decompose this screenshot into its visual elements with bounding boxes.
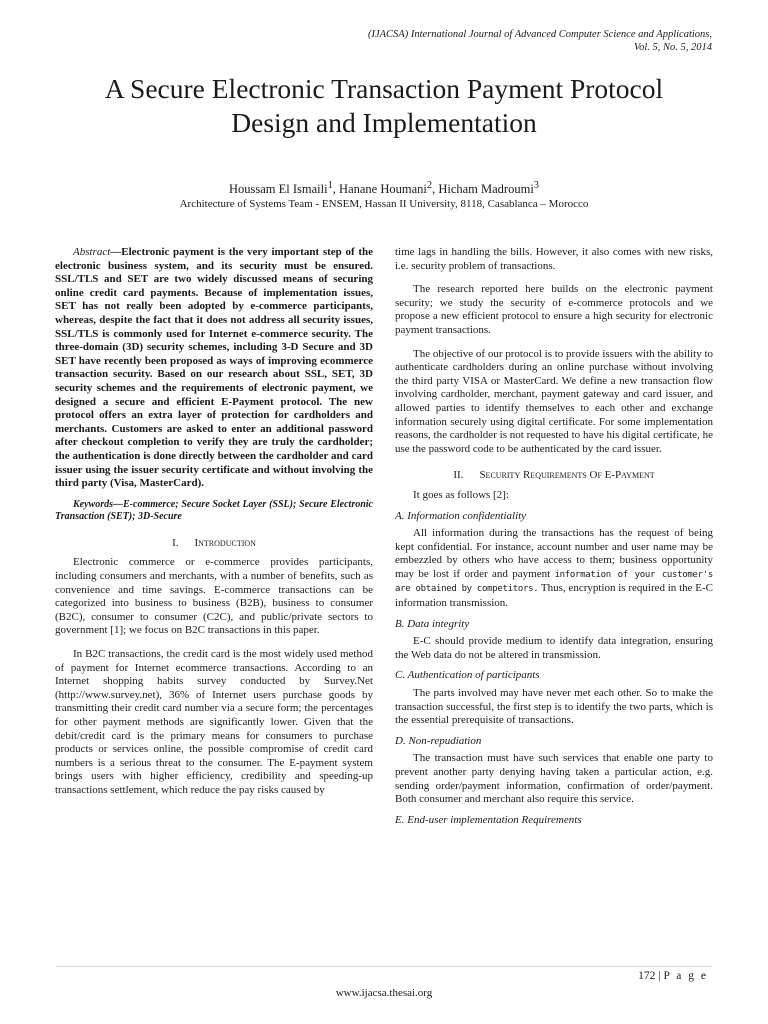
- author-separator: ,: [432, 182, 439, 197]
- author-2-affiliation-mark: 2: [426, 180, 433, 191]
- right-column: [395, 246, 713, 831]
- author-3-affiliation-mark: 3: [533, 180, 539, 191]
- subsection-heading-end-user-requirements: E. End-user implementation Requirements: [395, 813, 582, 826]
- non-repudiation-paragraph: The transaction must have such services that enable one party to prevent another party denying having taken a particular action, e.g. sending order/payment information, confirmation of order/payment. Both consumer and merchant also require this service.: [395, 752, 713, 806]
- section-intro: It goes as follows [2]:: [413, 488, 509, 501]
- author-1: Houssam El Ismaili: [228, 182, 328, 197]
- confidentiality-text-b: Thus, encryption is required in the E-C information transmission.: [395, 582, 713, 610]
- data-integrity-paragraph: E-C should provide medium to identify data integration, ensuring the Web data do not be altered in transmission.: [395, 635, 713, 661]
- journal-header: [368, 28, 712, 54]
- left-column: [55, 246, 373, 798]
- section-heading-introduction: [55, 537, 373, 551]
- intro-paragraph-2: In B2C transactions, the credit card is the most widely used method of payment for Internet ecommerce transactions. According to an Internet shopping habits survey conducted by Survey.Net (http://www.survey.net), 36% of Internet users purchase goods by transmitting their credit card number via a secure form; the percentages for other payment methods are significantly lower. Given that the debit/credit card is the primary means for consumers to purchase products or services online, the possible compromise of credit card numbers is a serious threat to the consumer. The E-payment system brings users with higher efficiency, credibility and speeding-up transactions settlement, which reduce the pay risks caused by: [55, 648, 373, 796]
- section-title: Introduction: [194, 536, 256, 549]
- abstract: [55, 246, 373, 491]
- intro-paragraph-1: Electronic commerce or e-commerce provides participants, including consumers and merchants, with a number of benefits, such as convenience and time savings. E-commerce transactions can be categorized into business to business (B2B), business to consumer (B2C), consumer to consumer (C2C), and public/private sectors to government [1]; we focus on B2C transactions in this paper.: [55, 556, 373, 637]
- footer-url: www.ijacsa.thesai.org: [335, 987, 433, 999]
- title-line-1: A Secure Electronic Transaction Payment Protocol: [104, 73, 664, 104]
- paper-title: [40, 72, 728, 140]
- journal-name: (IJACSA) International Journal of Advanced Computer Science and Applications,: [367, 29, 712, 40]
- intro-paragraph-2-continued: time lags in handling the bills. However, it also comes with new risks, i.e. security problem of transactions.: [395, 246, 713, 272]
- footer-divider: [56, 966, 712, 967]
- page-label: P a g e: [663, 970, 708, 982]
- subsection-heading-authentication: C. Authentication of participants: [395, 669, 540, 682]
- keywords: Keywords—E-commerce; Secure Socket Layer (SSL); Secure Electronic Transaction (SET); 3D-Secure: [55, 498, 373, 523]
- page-number-separator: |: [655, 970, 664, 982]
- subsection-heading-non-repudiation: D. Non-repudiation: [395, 734, 482, 747]
- abstract-label: Abstract: [73, 246, 111, 258]
- affiliation: Architecture of Systems Team - ENSEM, Hassan II University, 8118, Casablanca – Morocco: [179, 198, 589, 210]
- subsection-heading-confidentiality: A. Information confidentiality: [395, 509, 527, 522]
- journal-volume: Vol. 5, No. 5, 2014: [633, 42, 712, 53]
- abstract-text: —Electronic payment is the very important step of the electronic business system, and its security must be ensured. SSL/TLS and SET are two widely discussed means of securing online credit card payments. Because of implementation issues, SET has not really been adopted by e-commerce participants, whereas, despite the fact that it does not address all security issues, SSL/TLS is commonly used for Internet e-commerce security. The three-domain (3D) security schemes, including 3-D Secure and 3D SET have recently been proposed as ways of improving ecommerce transaction security. Based on our research about SSL, SET, 3D security schemes and the requirements of electronic payment, we designed a secure and efficient E-Payment protocol. The new protocol offers an extra layer of protection for cardholders and merchants. Customers are asked to enter an additional password after checkout completion to verify they are truly the cardholder; the authentication is done directly between the cardholder and card issuer using the issuer security certificate and without involving the third party (Visa, MasterCard).: [55, 246, 373, 490]
- authentication-paragraph: The parts involved may have never met each other. So to make the transaction successful, the first step is to identify the two parts, which is the essential prerequisite of transactions.: [395, 687, 713, 727]
- author-1-affiliation-mark: 1: [327, 180, 333, 191]
- intro-paragraph-3: The research reported here builds on the electronic payment security; we study the security of e-commerce protocols and we propose a new efficient protocol to ensure a high security for electronic payment transactions.: [395, 283, 713, 336]
- confidentiality-text-typewriter: information of your customer's are obtained by competitors.: [395, 569, 714, 595]
- author-list: [40, 178, 728, 197]
- author-2: Hanane Houmani: [339, 182, 427, 197]
- section-number: I.: [172, 536, 179, 549]
- page-number: [638, 970, 708, 982]
- section-heading-security-requirements: [395, 469, 713, 483]
- title-line-2: Design and Implementation: [231, 107, 537, 138]
- page-number-value: 172: [638, 970, 656, 982]
- confidentiality-paragraph: [395, 527, 713, 611]
- author-separator: ,: [332, 182, 340, 197]
- intro-paragraph-4: The objective of our protocol is to provide issuers with the ability to authenticate cardholders during an online purchase without involving the third party VISA or MasterCard. We define a new transaction flow involving cardholder, merchant, payment gateway and card issuer, and allowed parties to identify themselves to each other and exchange information securely using digital certificate. For some implementation reasons, the cardholder is not requested to have his digital certificate, he use the password code to be authenticated by the card issuer.: [395, 347, 713, 455]
- section-number: II.: [453, 469, 464, 482]
- subsection-heading-data-integrity: B. Data integrity: [395, 617, 470, 630]
- author-3: Hicham Madroumi: [438, 182, 534, 197]
- confidentiality-text-a: All information during the transactions has the request of being kept confidential. For instance, account number and user name may be embezzled by others who have access to them; business opportunity may be lost if order and payment: [395, 527, 713, 580]
- section-title: Security Requirements Of E-Payment: [479, 469, 655, 482]
